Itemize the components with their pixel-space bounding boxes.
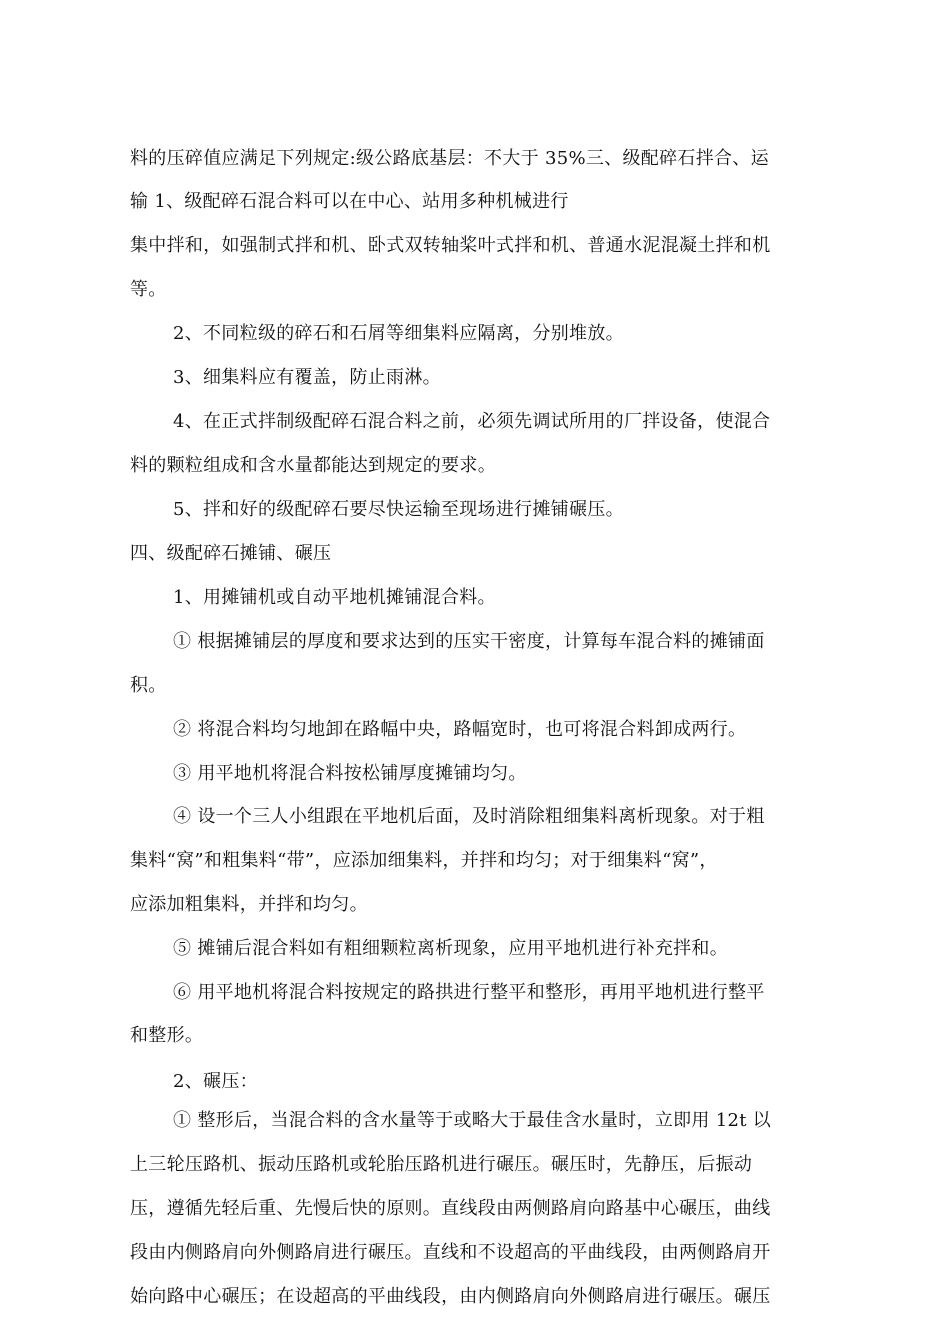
text-line: 1、用摊铺机或自动平地机摊铺混合料。 xyxy=(173,587,496,608)
text-line: 等。 xyxy=(130,279,167,300)
text-line: 3、细集料应有覆盖，防止雨淋。 xyxy=(173,367,441,388)
text-line: 应添加粗集料，并拌和均匀。 xyxy=(130,894,368,915)
text-line: 2、碾压： xyxy=(173,1071,258,1092)
text-line: ④ 设一个三人小组跟在平地机后面，及时消除粗细集料离析现象。对于粗 xyxy=(173,806,765,827)
text-line: ⑤ 摊铺后混合料如有粗细颗粒离析现象，应用平地机进行补充拌和。 xyxy=(173,938,729,959)
text-line: 和整形。 xyxy=(130,1025,204,1046)
text-line: 上三轮压路机、振动压路机或轮胎压路机进行碾压。碾压时，先静压，后振动 xyxy=(130,1154,753,1175)
text-line: 集中拌和，如强制式拌和机、卧式双转轴桨叶式拌和机、普通水泥混凝土拌和机 xyxy=(130,235,771,256)
text-line: 集料“窝”和粗集料“带”，应添加细集料，并拌和均匀；对于细集料“窝”， xyxy=(130,850,718,871)
text-line: 5、拌和好的级配碎石要尽快运输至现场进行摊铺碾压。 xyxy=(173,499,624,520)
section-heading: 四、级配碎石摊铺、碾压 xyxy=(130,543,332,564)
text-line: 压，遵循先轻后重、先慢后快的原则。直线段由两侧路肩向路基中心碾压，曲线 xyxy=(130,1198,771,1219)
text-line: ① 根据摊铺层的厚度和要求达到的压实干密度，计算每车混合料的摊铺面 xyxy=(173,631,765,652)
text-line: 段由内侧路肩向外侧路肩进行碾压。直线和不设超高的平曲线段，由两侧路肩开 xyxy=(130,1242,771,1263)
text-line: 4、在正式拌制级配碎石混合料之前，必须先调试所用的厂拌设备，使混合 xyxy=(173,411,771,432)
text-line: ⑥ 用平地机将混合料按规定的路拱进行整平和整形，再用平地机进行整平 xyxy=(173,982,765,1003)
text-line: 2、不同粒级的碎石和石屑等细集料应隔离，分别堆放。 xyxy=(173,323,624,344)
text-line: 料的压碎值应满足下列规定:级公路底基层：不大于 35%三、级配碎石拌合、运 xyxy=(130,148,769,169)
text-line: 料的颗粒组成和含水量都能达到规定的要求。 xyxy=(130,455,496,476)
text-line: 始向路中心碾压；在设超高的平曲线段，由内侧路肩向外侧路肩进行碾压。碾压 xyxy=(130,1286,771,1307)
text-line: ① 整形后，当混合料的含水量等于或略大于最佳含水量时，立即用 12t 以 xyxy=(173,1110,772,1131)
text-line: ② 将混合料均匀地卸在路幅中央，路幅宽时，也可将混合料卸成两行。 xyxy=(173,719,747,740)
text-line: 输 1、级配碎石混合料可以在中心、站用多种机械进行 xyxy=(130,191,569,212)
text-line: ③ 用平地机将混合料按松铺厚度摊铺均匀。 xyxy=(173,763,527,784)
text-line: 积。 xyxy=(130,675,167,696)
